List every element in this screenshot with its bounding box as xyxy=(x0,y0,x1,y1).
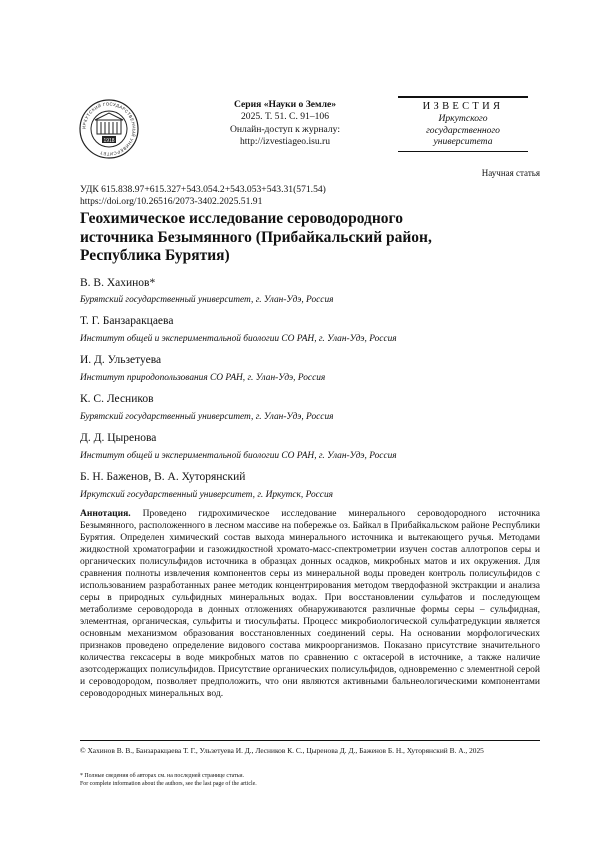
series-volume: 2025. Т. 51. С. 91–106 xyxy=(240,111,330,123)
author-affiliation-1: Бурятский государственный университет, г. Улан-Удэ, Россия xyxy=(80,295,334,305)
journal-sub-2: государственного xyxy=(426,124,500,136)
journal-name: ИЗВЕСТИЯ xyxy=(422,101,504,112)
journal-masthead xyxy=(398,96,528,152)
author-affiliation-6: Иркутский государственный университет, г. Иркутск, Россия xyxy=(80,490,334,500)
svg-text:1918: 1918 xyxy=(103,138,115,144)
series-info xyxy=(210,99,360,149)
abstract xyxy=(80,508,540,700)
title-line-2: источника Безымянного (Прибайкальский район, xyxy=(80,228,432,246)
udk-code: УДК 615.838.97+615.327+543.054.2+543.053+543.31(571.54) xyxy=(80,184,326,195)
author-affiliation-4: Бурятский государственный университет, г. Улан-Удэ, Россия xyxy=(80,412,334,422)
series-url[interactable]: http://izvestiageo.isu.ru xyxy=(239,136,331,148)
masthead-top-rule xyxy=(398,96,528,98)
masthead-bottom-rule xyxy=(398,151,528,152)
abstract-text: Проведено гидрохимическое исследование минерального сероводородного источника Безымянного, расположенного в лесном массиве на побережье оз. Байкал в Прибайкальском районе Республики Бурятия. Определен химический состав выхода минерального источника и вытекающего ручья. Методами жидкостной хроматографии и газожидкостной хромато-масс-спектрометрии изучен состав аллотропов серы и органических полисульфидов источника в образцах донных осадков, микробных матов и их окружения. Для сравнения полноты извлечения компонентов серы из минеральной воды проведен контроль полисульфидов с использованием разработанных ранее методик концентрирования методом твердофазной экстракции и анализа серы в природных сульфидных минеральных водах. При восстановлении сульфатов и последующем метаболизме сероводорода в донных отложениях обнаруживаются различные формы серы – сульфидная, элементная, органическая, сульфиты и тиосульфаты. Процесс микробиологической сульфатредукции является основным механизмом образования восстановленных соединений серы. На основании морфологических признаков проведено определение видового состава микроорганизмов. Показано присутствие значительного количества гексасеры в воде микробных матов по сравнению с октасерой в источнике, а также наличие азотсодержащих полисульфидов. Присутствие органических полисульфидов, одновременно с элементной серой и сероводородом, позволяет предположить, что они являются активными бальнеологическими компонентами сероводородных минеральных вод. xyxy=(80,508,540,699)
journal-sub-1: Иркутского xyxy=(438,113,488,124)
footnote xyxy=(80,772,540,788)
university-seal-icon xyxy=(78,98,140,160)
author-affiliation-3: Институт природопользования СО РАН, г. Улан-Удэ, Россия xyxy=(80,373,326,383)
series-online-label: Онлайн-доступ к журналу: xyxy=(229,123,341,135)
title-line-1: Геохимическое исследование сероводородного xyxy=(80,210,403,227)
author-affiliation-5: Институт общей и экспериментальной биологии СО РАН, г. Улан-Удэ, Россия xyxy=(80,451,397,461)
copyright: © Хахинов В. В., Банзаракцаева Т. Г., Ульзетуева И. Д., Лесников К. С., Цыренова Д. Д., Баженов Б. Н., Хуторянский В. А., 2025 xyxy=(80,746,484,755)
author-name-3: И. Д. Ульзетуева xyxy=(80,354,162,366)
series-title: Серия «Науки о Земле» xyxy=(233,99,337,110)
author-name-6: Б. Н. Баженов, В. А. Хуторянский xyxy=(80,471,246,483)
author-name-5: Д. Д. Цыренова xyxy=(80,432,157,444)
footer-divider xyxy=(80,740,540,741)
footnote-ru: * Полные сведения об авторах см. на последней странице статьи. xyxy=(80,773,244,779)
footnote-en: For complete information about the authors, see the last page of the article. xyxy=(80,781,257,787)
title-line-3: Республика Бурятия) xyxy=(80,247,230,264)
author-name-2: Т. Г. Банзаракцаева xyxy=(80,315,174,327)
author-name-4: К. С. Лесников xyxy=(80,393,154,405)
abstract-label: Аннотация. xyxy=(80,508,131,519)
doi-link[interactable]: https://doi.org/10.26516/2073-3402.2025.51.91 xyxy=(80,196,263,207)
author-name-1: В. В. Хахинов* xyxy=(80,277,156,289)
university-logo xyxy=(78,98,140,160)
article-type: Научная статья xyxy=(481,168,540,178)
article-meta xyxy=(80,184,326,208)
journal-sub-3: университета xyxy=(433,136,493,147)
svg-text:ИРКУТСКИЙ ГОСУДАРСТВЕННЫЙ УНИВ: ИРКУТСКИЙ ГОСУДАРСТВЕННЫЙ УНИВЕРСИТЕТ xyxy=(81,101,137,157)
author-affiliation-2: Институт общей и экспериментальной биологии СО РАН, г. Улан-Удэ, Россия xyxy=(80,334,397,344)
article-title xyxy=(80,210,540,266)
